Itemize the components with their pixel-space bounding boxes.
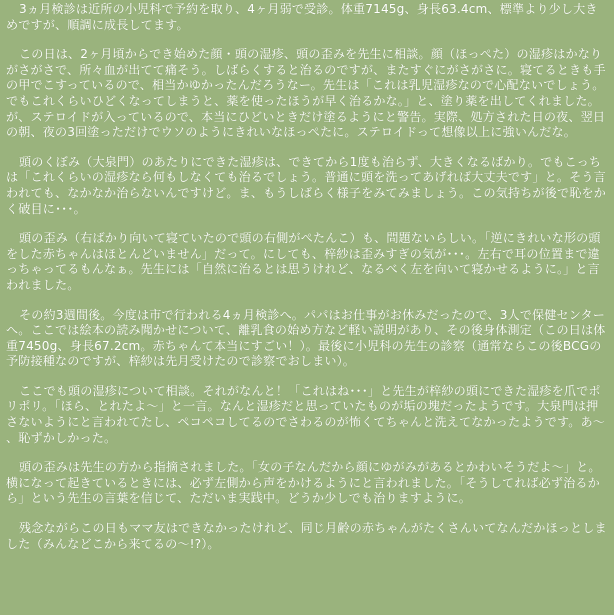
paragraph-3-month-checkup: 3ヵ月検診は近所の小児科で予約を取り、4ヶ月弱で受診。体重7145g、身長63.4cm、標準より少し大きめですが、順調に成長してます。 — [6, 2, 598, 32]
paragraph-face-eczema: この日は、2ヶ月頃からでき始めた顔・頭の湿疹、頭の歪みを先生に相談。顔（ほっぺた）の湿疹はかなりがさがさで、所々血が出てて痛そう。しばらくすると治るのですが、またすぐにがさがさに。寝てるときも手の甲でこすっているので、相当かゆかったんだろうなー。先生は「これは乳児湿疹なので心配ないでしょう。でもこれくらいひどくなってしまうと、薬を使ったほうが早く治るかな。」と、塗り薬を出してくれました。が、ステロイドが入っているので、本当にひどいときだけ塗るようにと警告。実際、処方された日の夜、翌日の朝、夜の3回塗っただけでウソのようにきれいなほっぺたに。ステロイドって想像以上に強いんだな。 — [6, 47, 606, 140]
paragraph-head-shape: 頭の歪み（右ばかり向いて寝ていたので頭の右側がぺたんこ）も、問題ないらしい。「逆にきれいな形の頭をした赤ちゃんはほとんどいません」だって。にしても、梓紗は歪みすぎの気が･･･。左右で耳の位置まで違っちゃってるもんなぁ。先生には「自然に治るとは思うけれど、なるべく左を向いて寝かせるように。」と言われました。 — [6, 231, 601, 292]
paragraph-scalp-eczema: 頭のくぼみ（大泉門）のあたりにできた湿疹は、できてから1度も治らず、大きくなるばかり。でもこっちは「これくらいの湿疹なら何もしなくても治るでしょう。普通に頭を洗ってあげれば大丈夫です」と。そう言われても、なかなか治らないんですけど。ま、もうしばらく様子をみてみましょう。この気持ちが後で恥をかく破目に･･･。 — [6, 154, 606, 216]
paragraph-head-shape-advice: 頭の歪みは先生の方から指摘されました。「女の子なんだから顔にゆがみがあるとかわいそうだよ～」と。横になって起きているときには、必ず左側から声をかけるようにと言われました。「そうしてれば必ず治るから」という先生の言葉を信じて、ただいま実践中。どうか少しでも治りますように。 — [6, 460, 601, 506]
paragraph-4-month-checkup: その約3週間後。今度は市で行われる4ヵ月検診へ。パパはお仕事がお休みだったので、3人で保健センターへ。ここでは絵本の読み聞かせについて、離乳食の始め方など軽い説明があり、その後身体測定（この日は体重7450g、身長67.2cm。赤ちゃんて本当にすごい！）。最後に小児科の先生の診察（通常ならこの後BCGの予防接種なのですが、梓紗は先月受けたので診察でおしまい）。 — [6, 307, 606, 369]
paragraph-scalp-consultation: ここでも頭の湿疹について相談。それがなんと！「これはね･･･」と先生が梓紗の頭にできた湿疹を爪でポリポリ。「ほら、とれたよ～」と一言。なんと湿疹だと思っていたものが垢の塊だったようです。大泉門は押さないようにと言われてたし、ペコペコしてるのでさわるのが怖くてちゃんと洗えてなかったようです。あ～、恥ずかしかった。 — [6, 383, 605, 445]
paragraph-closing: 残念ながらこの日もママ友はできなかったけれど、同じ月齢の赤ちゃんがたくさんいてなんだかほっとしました（みんなどこから来てるの～!?）。 — [6, 521, 607, 551]
